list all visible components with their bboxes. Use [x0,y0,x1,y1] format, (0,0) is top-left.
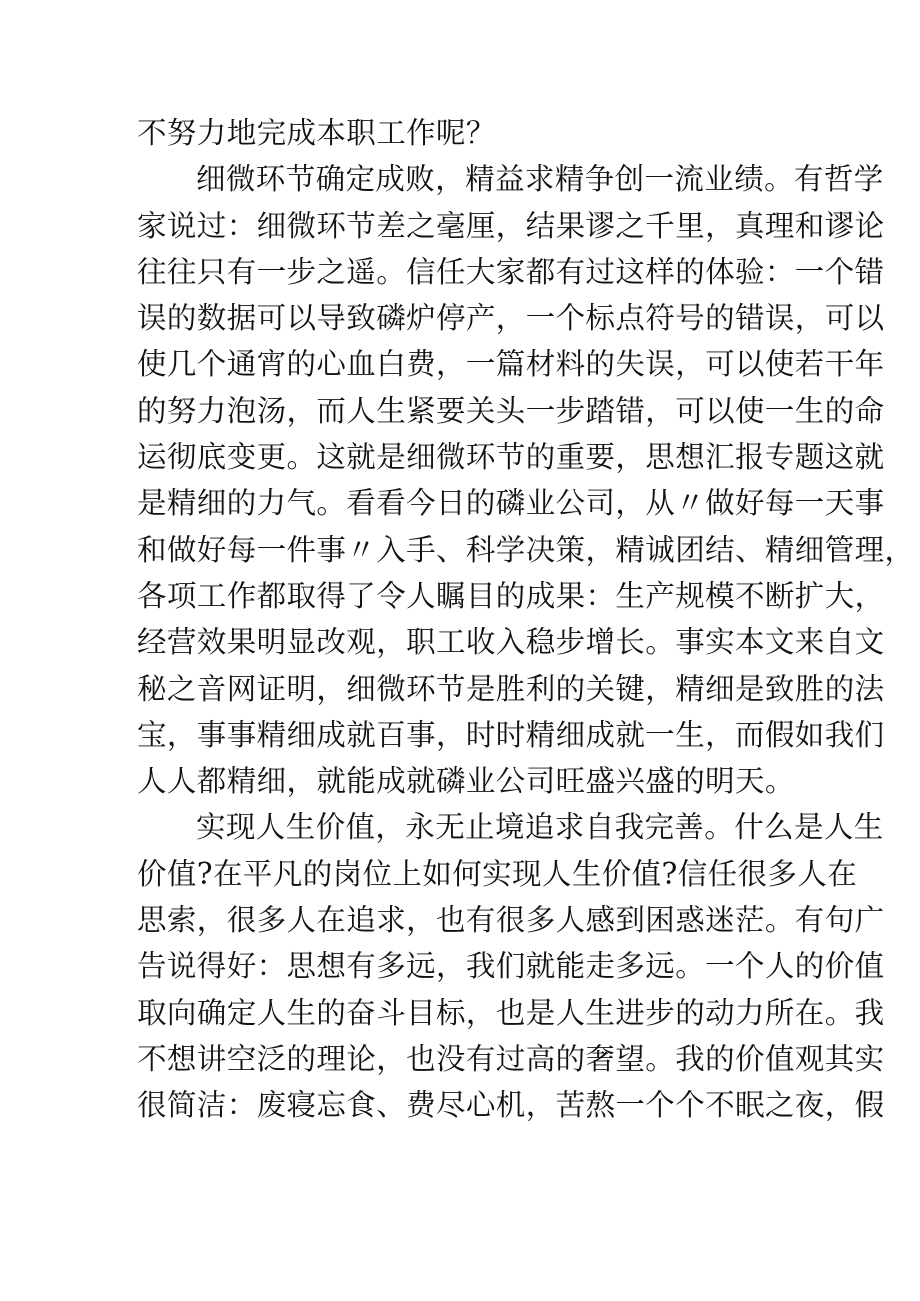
text-line: 往往只有一步之遥。信任大家都有过这样的体验：一个错 [137,254,885,289]
text-line: 秘之音网证明，细微环节是胜利的关键，精细是致胜的法 [137,671,885,706]
paragraph-start-line: 实现人生价值，永无止境追求自我完善。什么是人生 [196,810,884,845]
text-line: 很简洁：废寝忘食、费尽心机，苦熬一个个不眠之夜，假 [137,1088,885,1123]
text-line: 是精细的力气。看看今日的磷业公司，从〃做好每一天事 [137,486,885,521]
text-line: 和做好每一件事〃入手、科学决策，精诚团结、精细管理， [137,532,915,567]
text-line: 使几个通宵的心血白费，一篇材料的失误，可以使若干年 [137,347,885,382]
text-line: 告说得好：思想有多远，我们就能走多远。一个人的价值 [137,949,885,984]
text-line: 不想讲空泛的理论，也没有过高的奢望。我的价值观其实 [137,1041,885,1076]
text-line: 运彻底变更。这就是细微环节的重要，思想汇报专题这就 [137,440,885,475]
text-line: 误的数据可以导致磷炉停产，一个标点符号的错误，可以 [137,301,885,336]
paragraph-start-line: 细微环节确定成败，精益求精争创一流业绩。有哲学 [196,162,884,197]
text-line: 价值?在平凡的岗位上如何实现人生价值?信任很多人在 [137,856,858,891]
text-line: 人人都精细，就能成就磷业公司旺盛兴盛的明天。 [137,764,795,799]
text-line: 取向确定人生的奋斗目标，也是人生进步的动力所在。我 [137,995,885,1030]
body-text [137,110,915,1129]
text-line: 各项工作都取得了令人瞩目的成果：生产规模不断扩大， [137,578,885,613]
text-line: 家说过：细微环节差之毫厘，结果谬之千里，真理和谬论 [137,208,885,243]
text-line: 的努力泡汤，而人生紧要关头一步踏错，可以使一生的命 [137,393,885,428]
text-line: 宝，事事精细成就百事，时时精细成就一生，而假如我们 [137,717,885,752]
text-line: 经营效果明显改观，职工收入稳步增长。事实本文来自文 [137,625,885,660]
text-line: 不努力地完成本职工作呢？ [137,116,496,150]
text-line: 思索，很多人在追求，也有很多人感到困惑迷茫。有句广 [137,903,885,938]
